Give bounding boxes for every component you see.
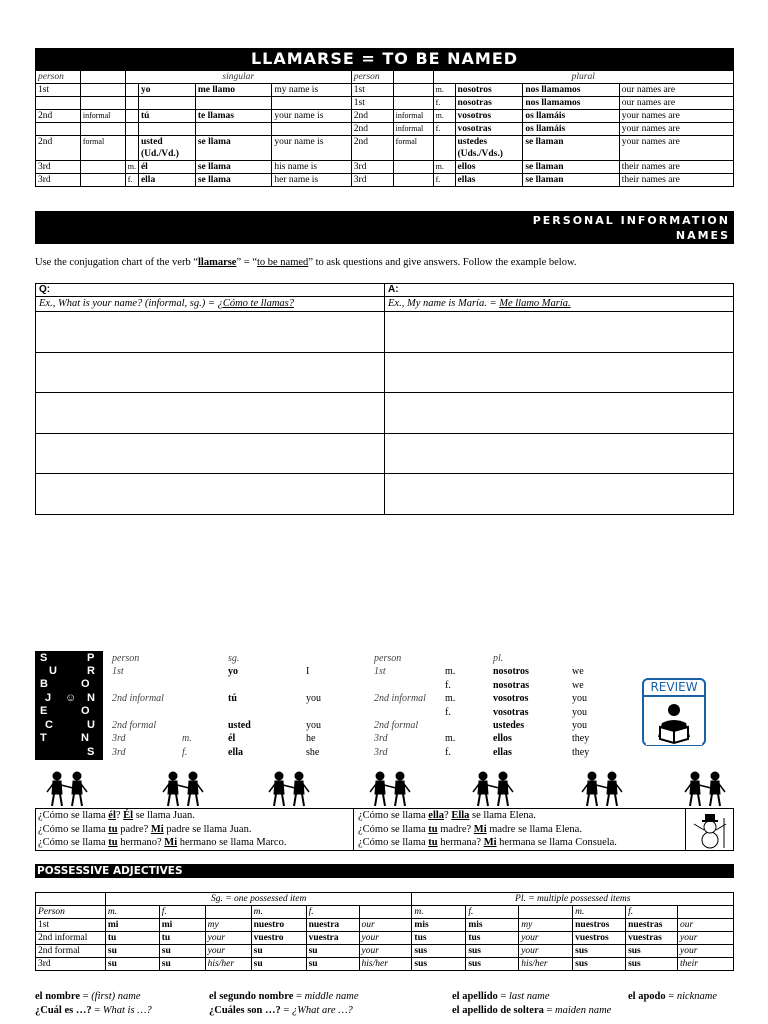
possessive-column-headers xyxy=(36,906,734,919)
conj-cell-g2 xyxy=(433,136,455,161)
possessive-cell: mis xyxy=(412,919,466,932)
conj-cell-pron xyxy=(138,123,195,136)
name-examples-box xyxy=(35,808,734,851)
conj-cell-p2: 3rd xyxy=(351,174,393,187)
conj-cell-reg xyxy=(80,97,125,110)
conj-cell-reg xyxy=(80,174,125,187)
conj-cell-eng: your name is xyxy=(272,136,351,161)
conj-cell-reg2: formal xyxy=(393,136,433,161)
review-badge: REVIEW xyxy=(642,678,706,746)
conj-cell-verb: se llama xyxy=(195,174,272,187)
plural-possessed-header: Pl. = multiple possessed items xyxy=(412,893,734,906)
conj-cell-pron xyxy=(138,97,195,110)
pronoun-chart-text: 2nd informal xyxy=(112,693,164,705)
pronoun-chart-text: usted xyxy=(228,720,251,731)
conj-cell-reg2: informal xyxy=(393,123,433,136)
pronoun-chart-text: ella xyxy=(228,746,243,758)
possessive-cell: su xyxy=(306,945,359,958)
conj-cell-eng2: our names are xyxy=(619,97,733,110)
pronoun-chart-text: tú xyxy=(228,693,237,705)
possessive-row xyxy=(36,945,734,958)
question-cell[interactable] xyxy=(36,433,385,474)
plural-header: plural xyxy=(433,71,733,84)
possessive-adjectives-header: POSSESSIVE ADJECTIVES xyxy=(35,864,734,878)
example-answer: Ex., My name is María. = Me llamo María. xyxy=(385,297,734,312)
possessive-cell: his/her xyxy=(359,958,412,971)
conj-cell-verb: te llamas xyxy=(195,110,272,123)
conj-cell-p2: 1st xyxy=(351,97,393,110)
conj-cell-pron2: ellas xyxy=(455,174,523,187)
pronoun-chart-text: 3rd xyxy=(112,733,126,745)
conj-cell-verb xyxy=(195,97,272,110)
pronoun-chart-text: f. xyxy=(445,679,451,691)
conj-cell-eng2: your names are xyxy=(619,110,733,123)
vocab-last-name: el apellido = last name el apellido de soltera = maiden name xyxy=(452,991,612,1016)
question-cell[interactable] xyxy=(36,393,385,434)
possessive-cell: vuestra xyxy=(306,932,359,945)
pronoun-chart-text: we xyxy=(572,679,584,691)
conj-cell-g: f. xyxy=(125,174,138,187)
possessive-cell: your xyxy=(359,932,412,945)
smiley-icon: ☺ xyxy=(65,692,77,704)
pronoun-chart-text: you xyxy=(572,693,587,705)
conj-cell-g2: f. xyxy=(433,97,455,110)
conj-cell-reg2 xyxy=(393,97,433,110)
conj-row xyxy=(36,97,734,110)
pronoun-chart-text: ustedes xyxy=(493,720,525,731)
question-cell[interactable] xyxy=(36,474,385,515)
pronoun-chart-text: 2nd informal xyxy=(374,693,426,705)
pronoun-chart-text: vosotros xyxy=(493,693,529,705)
answer-cell[interactable] xyxy=(385,312,734,353)
conj-cell-eng: your name is xyxy=(272,110,351,123)
singular-header: singular xyxy=(125,71,351,84)
pronoun-chart-text: you xyxy=(306,720,321,731)
possessive-row xyxy=(36,932,734,945)
instructions: Use the conjugation chart of the verb “llamarse” = “to be named” to ask questions and give answers. Follow the example below. xyxy=(35,257,577,268)
possessive-cell: mis xyxy=(466,919,519,932)
conj-cell-eng2: your names are xyxy=(619,123,733,136)
possessive-cell: my xyxy=(519,919,573,932)
conj-cell-eng xyxy=(272,123,351,136)
possessive-cell: tus xyxy=(412,932,466,945)
conj-cell-pron2: ellos xyxy=(455,161,523,174)
qa-table xyxy=(35,283,734,515)
pronoun-chart-text: f. xyxy=(445,746,451,758)
possessive-cell: mi xyxy=(159,919,205,932)
pronoun-chart-text: we xyxy=(572,666,584,678)
conj-cell-g2: f. xyxy=(433,123,455,136)
possessive-cell: 2nd formal xyxy=(36,945,106,958)
answer-cell[interactable] xyxy=(385,393,734,434)
conj-cell-verb: me llamo xyxy=(195,84,272,97)
pronoun-chart-text: vosotras xyxy=(493,706,529,718)
example-question: Ex., What is your name? (informal, sg.) = ¿Cómo te llamas? xyxy=(36,297,385,312)
conj-cell-verb2: nos llamamos xyxy=(523,97,619,110)
conj-cell-p2: 2nd xyxy=(351,110,393,123)
conj-row xyxy=(36,110,734,123)
conj-cell-g xyxy=(125,136,138,161)
conj-cell-g xyxy=(125,84,138,97)
conj-cell-pron2: vosotras xyxy=(455,123,523,136)
section-title: PERSONAL INFORMATION xyxy=(532,214,730,227)
possessive-cell: sus xyxy=(573,958,626,971)
possessive-col-header: f. xyxy=(466,906,519,919)
conj-cell-verb2: os llamáis xyxy=(523,123,619,136)
male-examples xyxy=(36,809,351,850)
conj-cell-reg: formal xyxy=(80,136,125,161)
possessive-col-header: f. xyxy=(159,906,205,919)
conj-cell-pron: yo xyxy=(138,84,195,97)
pronoun-chart-text: I xyxy=(306,666,310,678)
possessive-cell: su xyxy=(251,945,306,958)
pronoun-chart-text: 2nd formal xyxy=(112,720,157,731)
conj-cell-p1 xyxy=(36,123,81,136)
conj-cell-verb2: se llaman xyxy=(523,161,619,174)
example-sentence: ¿Cómo se llama tu madre? Mi madre se llama Elena. xyxy=(358,823,582,835)
pronoun-chart-text: she xyxy=(306,746,320,758)
conj-cell-p1: 2nd xyxy=(36,110,81,123)
conj-cell-pron2: nosotras xyxy=(455,97,523,110)
possessive-cell: sus xyxy=(412,958,466,971)
conj-cell-eng xyxy=(272,97,351,110)
possessive-col-header xyxy=(359,906,412,919)
conj-cell-verb2: se llaman xyxy=(523,136,619,161)
person-header: person xyxy=(36,71,81,84)
vocab-middle-name: el segundo nombre = middle name ¿Cuáles son …? = ¿What are …? xyxy=(209,991,359,1016)
conj-cell-p1 xyxy=(36,97,81,110)
conj-cell-pron: él xyxy=(138,161,195,174)
pronoun-chart-text: you xyxy=(306,693,321,705)
possessive-col-header: m. xyxy=(251,906,306,919)
possessive-adjectives-table xyxy=(35,892,734,971)
pronoun-chart-text: nosotros xyxy=(493,666,529,678)
conj-row xyxy=(36,84,734,97)
conj-row xyxy=(36,136,734,161)
reading-person-icon xyxy=(644,697,704,747)
possessive-cell: our xyxy=(678,919,734,932)
possessive-cell: su xyxy=(105,945,159,958)
conj-cell-g: m. xyxy=(125,161,138,174)
pronoun-chart-text: m. xyxy=(445,693,456,705)
possessive-cell: 2nd informal xyxy=(36,932,106,945)
page-title: LLAMARSE = TO BE NAMED xyxy=(35,48,734,70)
people-figures-illustration xyxy=(35,770,734,808)
possessive-col-header: m. xyxy=(105,906,159,919)
possessive-cell: tus xyxy=(466,932,519,945)
possessive-cell: his/her xyxy=(205,958,251,971)
pronoun-chart-text: you xyxy=(572,720,587,731)
possessive-cell: sus xyxy=(573,945,626,958)
conj-cell-g2: m. xyxy=(433,110,455,123)
conj-cell-g xyxy=(125,110,138,123)
conj-cell-eng: my name is xyxy=(272,84,351,97)
subject-pronoun-chart: person sg. person pl. 1st yo I 2nd informal tú you 2nd formal usted you 3rd m. él he 3rd f. ella she 1st m. nosotros we f. nosotras we 2nd informal m. vosotros you f. vosotras you 2nd formal ustedes you 3rd m. ellos they 3rd f. ellas they xyxy=(112,653,590,758)
pronoun-chart-text: nosotras xyxy=(493,679,530,691)
possessive-cell: your xyxy=(678,945,734,958)
conj-cell-p1: 3rd xyxy=(36,161,81,174)
pronoun-chart-text: he xyxy=(306,733,316,745)
conj-cell-g2: m. xyxy=(433,161,455,174)
possessive-cell: sus xyxy=(466,945,519,958)
answer-cell[interactable] xyxy=(385,474,734,515)
conj-cell-pron2: ustedes (Uds./Vds.) xyxy=(455,136,523,161)
possessive-cell: tu xyxy=(105,932,159,945)
conj-cell-reg: informal xyxy=(80,110,125,123)
possessive-cell: vuestro xyxy=(251,932,306,945)
pronoun-chart-text: m. xyxy=(445,733,456,745)
possessive-col-header xyxy=(678,906,734,919)
example-sentence: ¿Cómo se llama tu hermano? Mi hermano se llama Marco. xyxy=(38,837,287,848)
section-subtitle: NAMES xyxy=(675,229,730,242)
pronoun-chart-text: 3rd xyxy=(374,746,388,758)
vocab-nickname: el apodo = nickname xyxy=(628,991,718,1002)
possessive-cell: sus xyxy=(412,945,466,958)
conj-row xyxy=(36,161,734,174)
possessive-cell: his/her xyxy=(519,958,573,971)
conj-header-row xyxy=(36,71,734,84)
possessive-cell: 1st xyxy=(36,919,106,932)
conj-cell-reg xyxy=(80,161,125,174)
possessive-cell: 3rd xyxy=(36,958,106,971)
possessive-col-header: m. xyxy=(573,906,626,919)
possessive-cell: sus xyxy=(466,958,519,971)
conj-cell-eng: her name is xyxy=(272,174,351,187)
possessive-col-header xyxy=(519,906,573,919)
pronoun-chart-text: f. xyxy=(182,746,188,758)
conj-cell-reg xyxy=(80,123,125,136)
conj-cell-reg2 xyxy=(393,84,433,97)
possessive-cell: sus xyxy=(626,958,678,971)
possessive-cell: your xyxy=(519,932,573,945)
pronoun-chart-text: ellas xyxy=(493,746,512,758)
pronoun-chart-text: 1st xyxy=(112,666,124,678)
pronoun-chart-text: m. xyxy=(445,666,456,678)
possessive-cell: nuestros xyxy=(573,919,626,932)
section-header xyxy=(35,211,734,244)
possessive-cell: nuestro xyxy=(251,919,306,932)
conj-cell-verb: se llama xyxy=(195,136,272,161)
conj-cell-verb xyxy=(195,123,272,136)
conj-cell-pron: tú xyxy=(138,110,195,123)
conj-cell-reg2 xyxy=(393,161,433,174)
conj-cell-p1: 3rd xyxy=(36,174,81,187)
conj-cell-eng2: your names are xyxy=(619,136,733,161)
conjugation-table xyxy=(35,70,734,187)
pronoun-chart-text: 3rd xyxy=(374,733,388,745)
conj-cell-reg2 xyxy=(393,174,433,187)
conj-cell-eng2: their names are xyxy=(619,174,733,187)
conj-cell-verb2: nos llamamos xyxy=(523,84,619,97)
possessive-cell: your xyxy=(678,932,734,945)
example-sentence: ¿Cómo se llama tu hermana? Mi hermana se llama Consuela. xyxy=(358,837,617,848)
possessive-cell: su xyxy=(159,945,205,958)
pronoun-chart-text: 2nd formal xyxy=(374,720,419,731)
conj-cell-eng2: their names are xyxy=(619,161,733,174)
conj-cell-g2: m. xyxy=(433,84,455,97)
possessive-cell: your xyxy=(359,945,412,958)
conj-cell-reg2: informal xyxy=(393,110,433,123)
possessive-cell: nuestras xyxy=(626,919,678,932)
example-sentence: ¿Cómo se llama tu padre? Mi padre se llama Juan. xyxy=(38,823,252,835)
conj-cell-verb2: os llamáis xyxy=(523,110,619,123)
pronoun-chart-text: yo xyxy=(228,666,238,678)
possessive-col-header xyxy=(205,906,251,919)
question-header: Q: xyxy=(36,284,385,297)
pronoun-chart-text: m. xyxy=(182,733,192,745)
possessive-row xyxy=(36,958,734,971)
possessive-cell: vuestros xyxy=(573,932,626,945)
conj-cell-pron2: vosotros xyxy=(455,110,523,123)
conj-cell-p2: 1st xyxy=(351,84,393,97)
pronoun-chart-text: they xyxy=(572,746,590,758)
possessive-cell: vuestras xyxy=(626,932,678,945)
conj-cell-p2: 3rd xyxy=(351,161,393,174)
conj-row xyxy=(36,174,734,187)
possessive-col-header: m. xyxy=(412,906,466,919)
example-sentence: ¿Cómo se llama él? Él se llama Juan. xyxy=(38,810,195,821)
conj-cell-pron: usted (Ud./Vd.) xyxy=(138,136,195,161)
possessive-cell: sus xyxy=(626,945,678,958)
conj-cell-p1: 2nd xyxy=(36,136,81,161)
possessive-cell: su xyxy=(159,958,205,971)
conj-cell-p1: 1st xyxy=(36,84,81,97)
person-header-2: person xyxy=(351,71,393,84)
possessive-cell: su xyxy=(306,958,359,971)
answer-header: A: xyxy=(385,284,734,297)
conj-cell-g xyxy=(125,97,138,110)
possessive-cell: our xyxy=(359,919,412,932)
possessive-cell: su xyxy=(251,958,306,971)
snowman-icon xyxy=(688,810,732,850)
pronoun-chart-text: 3rd xyxy=(112,746,126,758)
possessive-cell: my xyxy=(205,919,251,932)
conj-cell-pron2: nosotros xyxy=(455,84,523,97)
question-cell[interactable] xyxy=(36,352,385,393)
answer-cell[interactable] xyxy=(385,433,734,474)
possessive-col-header: f. xyxy=(626,906,678,919)
pronoun-chart-text: you xyxy=(572,706,587,718)
conj-cell-p2: 2nd xyxy=(351,136,393,161)
possessive-cell: mi xyxy=(105,919,159,932)
pronoun-chart-text: ellos xyxy=(493,733,512,745)
conj-cell-g2: f. xyxy=(433,174,455,187)
singular-possessed-header: Sg. = one possessed item xyxy=(105,893,412,906)
answer-cell[interactable] xyxy=(385,352,734,393)
conj-cell-verb2: se llaman xyxy=(523,174,619,187)
possessive-cell: nuestra xyxy=(306,919,359,932)
possessive-cell: their xyxy=(678,958,734,971)
conj-cell-p2: 2nd xyxy=(351,123,393,136)
conj-cell-pron: ella xyxy=(138,174,195,187)
question-cell[interactable] xyxy=(36,312,385,353)
pronoun-chart-text: él xyxy=(228,733,236,745)
possessive-cell: your xyxy=(205,932,251,945)
possessive-col-header: Person xyxy=(36,906,106,919)
possessive-cell: su xyxy=(105,958,159,971)
subject-pronouns-badge: S P U R B O J ☺ N E O C U T N S xyxy=(35,651,103,760)
possessive-cell: your xyxy=(519,945,573,958)
pronoun-chart-text: 1st xyxy=(374,666,386,678)
conj-cell-reg xyxy=(80,84,125,97)
pronoun-chart-text: f. xyxy=(445,706,451,718)
conj-cell-g xyxy=(125,123,138,136)
conj-cell-eng: his name is xyxy=(272,161,351,174)
pronoun-chart-text: they xyxy=(572,733,590,745)
possessive-cell: tu xyxy=(159,932,205,945)
vocab-name: el nombre = (first) name ¿Cuál es …? = What is …? xyxy=(35,991,152,1016)
conj-row xyxy=(36,123,734,136)
possessive-row xyxy=(36,919,734,932)
possessive-cell: your xyxy=(205,945,251,958)
conj-cell-verb: se llama xyxy=(195,161,272,174)
possessive-col-header: f. xyxy=(306,906,359,919)
female-examples xyxy=(356,809,686,850)
conj-cell-eng2: our names are xyxy=(619,84,733,97)
example-sentence: ¿Cómo se llama ella? Ella se llama Elena. xyxy=(358,810,536,821)
